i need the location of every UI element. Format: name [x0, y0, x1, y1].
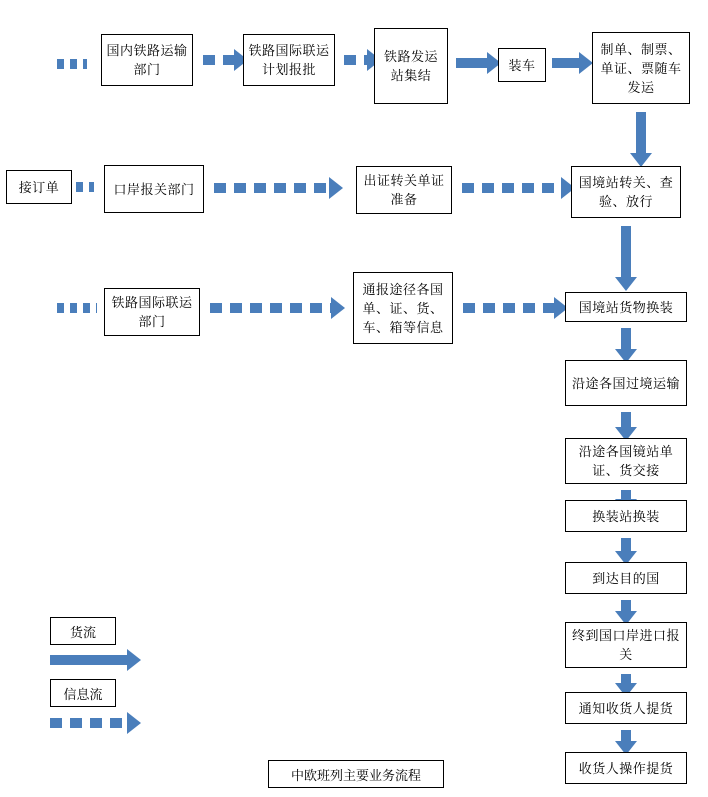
connector-info-into-n1 — [57, 59, 87, 69]
connector-n15-to-n16 — [621, 538, 631, 552]
connector-n10-to-n11 — [210, 303, 332, 313]
connector-n16-to-n17 — [621, 600, 631, 612]
connector-n12-to-n13 — [621, 328, 631, 350]
connector-n13-to-n14 — [621, 412, 631, 428]
connector-n8-to-n9 — [462, 183, 562, 193]
node-intl-rail-plan-approval[interactable] — [243, 34, 335, 86]
legend-info-flow-arrow — [50, 718, 128, 728]
node-transshipment-station[interactable] — [565, 500, 687, 532]
node-label: 收货人操作提货 — [578, 760, 674, 776]
connector-n3-to-n4 — [456, 58, 488, 68]
node-label: 制单、制票、单证、票随车发运 — [600, 41, 682, 95]
node-transit-document-preparation[interactable] — [356, 166, 452, 214]
node-label: 铁路国际联运计划报批 — [248, 43, 330, 77]
node-loading[interactable] — [498, 48, 546, 82]
legend-label: 信息流 — [63, 686, 103, 702]
node-intl-rail-department[interactable] — [104, 288, 200, 336]
legend-goods-flow-label — [50, 617, 116, 645]
node-label: 接订单 — [18, 179, 60, 195]
legend-goods-flow-arrow — [50, 655, 128, 665]
node-final-country-import-customs[interactable] — [565, 622, 687, 668]
node-label: 国境站转关、查验、放行 — [578, 175, 674, 209]
node-arrive-destination-country[interactable] — [565, 562, 687, 594]
connector-n9-to-n12 — [621, 226, 631, 278]
connector-info-into-n10 — [57, 303, 97, 313]
node-label: 沿途各国过境运输 — [571, 375, 680, 391]
connector-n17-to-n18 — [621, 674, 631, 684]
connector-n7-to-n8 — [214, 183, 330, 193]
legend-info-flow-label — [50, 679, 116, 707]
node-departure-station-assembly[interactable] — [374, 28, 448, 104]
node-label: 沿途各国镜站单证、货交接 — [578, 444, 674, 478]
node-label: 口岸报关部门 — [113, 181, 195, 197]
node-domestic-rail-transport[interactable] — [101, 34, 193, 86]
connector-n2-to-n3 — [344, 55, 368, 65]
connector-n4-to-n5 — [552, 58, 580, 68]
node-label: 通知收货人提货 — [578, 700, 674, 716]
connector-n5-to-n9 — [636, 112, 646, 154]
node-label: 装车 — [508, 57, 536, 73]
connector-n11-to-n12 — [463, 303, 555, 313]
caption-label: 中欧班列主要业务流程 — [290, 767, 421, 783]
node-notify-consignee[interactable] — [565, 692, 687, 724]
node-receive-order[interactable] — [6, 170, 72, 204]
node-label: 通报途径各国单、证、货、车、箱等信息 — [362, 281, 444, 335]
node-documents-issued-with-train[interactable] — [592, 32, 690, 104]
connector-n18-to-n19 — [621, 730, 631, 742]
node-label: 到达目的国 — [592, 570, 660, 586]
node-label: 国境站货物换装 — [578, 299, 674, 315]
connector-n1-to-n2 — [203, 55, 235, 65]
node-label: 铁路发运站集结 — [383, 49, 438, 83]
node-consignee-pickup[interactable] — [565, 752, 687, 784]
node-label: 铁路国际联运部门 — [111, 295, 193, 329]
node-label: 终到国口岸进口报关 — [571, 628, 680, 662]
node-port-customs-department[interactable] — [104, 165, 204, 213]
node-label: 出证转关单证准备 — [363, 173, 445, 207]
node-border-station-clearance[interactable] — [571, 166, 681, 218]
node-notify-countries-info[interactable] — [353, 272, 453, 344]
connector-n6-to-n7 — [76, 182, 94, 192]
node-label: 换装站换装 — [592, 508, 660, 524]
node-transit-countries-transport[interactable] — [565, 360, 687, 406]
node-border-station-transshipment[interactable] — [565, 292, 687, 322]
legend-label: 货流 — [69, 624, 96, 640]
diagram-caption — [268, 760, 444, 788]
connector-n14-to-n15 — [621, 490, 631, 500]
node-border-doc-cargo-handover[interactable] — [565, 438, 687, 484]
node-label: 国内铁路运输部门 — [106, 43, 188, 77]
